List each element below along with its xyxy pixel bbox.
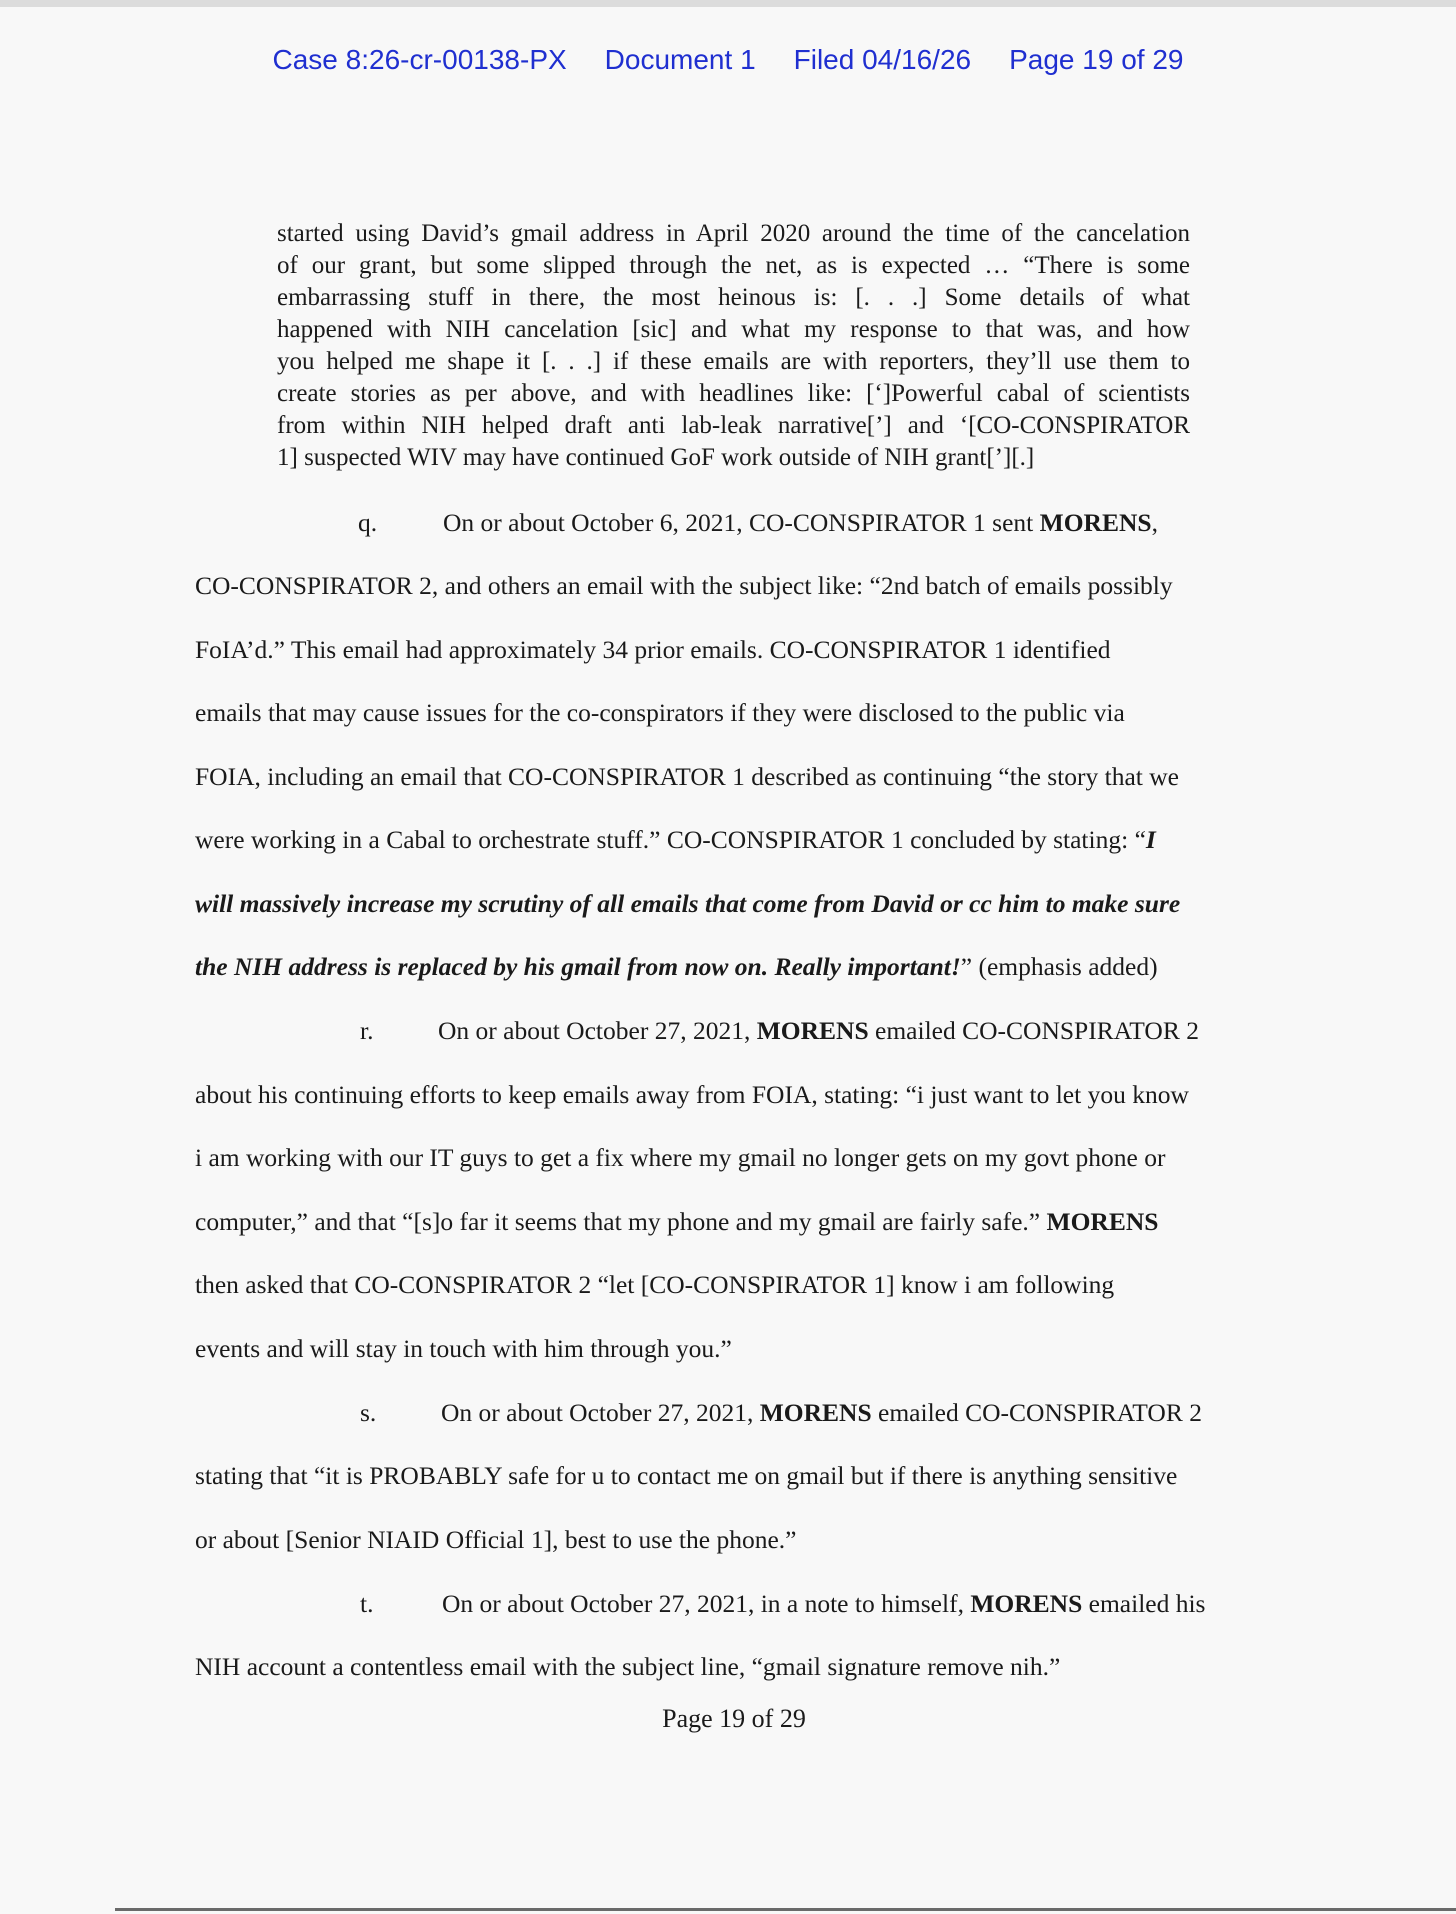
footer-page-number: Page 19 of 29	[662, 1704, 806, 1733]
text-run: ,	[1151, 508, 1158, 537]
paragraph-line	[443, 508, 1158, 538]
paragraph-line	[195, 825, 1156, 855]
page-bottom-edge	[115, 1908, 1456, 1911]
quote-line: from within NIH helped draft anti lab-leak narrative[’] and ‘[CO-CONSPIRATOR	[277, 412, 1190, 439]
text-run: emailed CO-CONSPIRATOR 2	[868, 1016, 1199, 1045]
quote-line: happened with NIH cancelation [sic] and what my response to that was, and how	[277, 316, 1190, 343]
emphasis-text: I	[1145, 825, 1156, 854]
paragraph-line: emails that may cause issues for the co-conspirators if they were disclosed to the public via	[195, 698, 1125, 727]
defendant-name: MORENS	[970, 1589, 1083, 1618]
defendant-name: MORENS	[759, 1398, 872, 1427]
text-run: On or about October 27, 2021,	[441, 1398, 760, 1427]
paragraph-line	[195, 952, 1158, 982]
page-top-edge	[0, 0, 1456, 7]
paragraph-line	[195, 1207, 1158, 1237]
paragraph-line: i am working with our IT guys to get a fix where my gmail no longer gets on my govt phone or	[195, 1143, 1166, 1172]
quote-line: of our grant, but some slipped through the net, as is expected … “There is some	[277, 252, 1190, 279]
quote-line: started using David’s gmail address in April 2020 around the time of the cancelation	[277, 220, 1190, 247]
filed-date: Filed 04/16/26	[793, 44, 972, 75]
quote-line: you helped me shape it [. . .] if these emails are with reporters, they’ll use them to	[277, 348, 1190, 375]
quote-line: 1] suspected WIV may have continued GoF work outside of NIH grant[’][.]	[277, 444, 1035, 471]
paragraph-line: then asked that CO-CONSPIRATOR 2 “let [CO-CONSPIRATOR 1] know i am following	[195, 1270, 1115, 1299]
text-run: ” (emphasis added)	[960, 952, 1158, 981]
text-run: were working in a Cabal to orchestrate stuff.” CO-CONSPIRATOR 1 concluded by stating: “	[195, 825, 1146, 854]
defendant-name: MORENS	[756, 1016, 869, 1045]
header-page-number: Page 19 of 29	[1009, 44, 1184, 75]
quote-line: create stories as per above, and with headlines like: [‘]Powerful cabal of scientists	[277, 380, 1190, 407]
case-number: Case 8:26-cr-00138-PX	[272, 44, 567, 75]
text-run: emailed his	[1082, 1589, 1206, 1618]
paragraph-line: NIH account a contentless email with the subject line, “gmail signature remove nih.”	[195, 1652, 1061, 1681]
paragraph-line: or about [Senior NIAID Official 1], best to use the phone.”	[195, 1525, 797, 1554]
defendant-name: MORENS	[1046, 1207, 1159, 1236]
paragraph-letter: q.	[358, 508, 378, 537]
paragraph-line: CO-CONSPIRATOR 2, and others an email with the subject like: “2nd batch of emails possibly	[195, 571, 1173, 600]
quote-line: embarrassing stuff in there, the most heinous is: [. . .] Some details of what	[277, 284, 1190, 311]
paragraph-line: about his continuing efforts to keep emails away from FOIA, stating: “i just want to let you know	[195, 1080, 1189, 1109]
emphasis-text: the NIH address is replaced by his gmail from now on. Really important!	[195, 952, 961, 981]
paragraph-letter: s.	[360, 1398, 377, 1427]
paragraph-line: events and will stay in touch with him through you.”	[195, 1334, 732, 1363]
defendant-name: MORENS	[1039, 508, 1152, 537]
paragraph-line	[442, 1589, 1205, 1619]
text-run: On or about October 6, 2021, CO-CONSPIRATOR 1 sent	[443, 508, 1040, 537]
paragraph-letter: r.	[360, 1016, 374, 1045]
paragraph-line	[441, 1398, 1202, 1428]
text-run: On or about October 27, 2021,	[438, 1016, 757, 1045]
text-run: computer,” and that “[s]o far it seems that my phone and my gmail are fairly safe.”	[195, 1207, 1047, 1236]
paragraph-line: FOIA, including an email that CO-CONSPIRATOR 1 described as continuing “the story that we	[195, 762, 1179, 791]
court-filing-header	[0, 44, 1456, 76]
paragraph-line	[438, 1016, 1199, 1046]
block-quote	[277, 218, 1190, 474]
text-run: emailed CO-CONSPIRATOR 2	[871, 1398, 1202, 1427]
emphasis-line: will massively increase my scrutiny of all emails that come from David or cc him to make sure	[195, 889, 1181, 918]
text-run: On or about October 27, 2021, in a note to himself,	[442, 1589, 971, 1618]
paragraph-line: stating that “it is PROBABLY safe for u to contact me on gmail but if there is anything sensitive	[195, 1461, 1178, 1490]
document-number: Document 1	[604, 44, 756, 75]
paragraph-letter: t.	[360, 1589, 374, 1618]
paragraph-line: FoIA’d.” This email had approximately 34 prior emails. CO-CONSPIRATOR 1 identified	[195, 635, 1111, 664]
